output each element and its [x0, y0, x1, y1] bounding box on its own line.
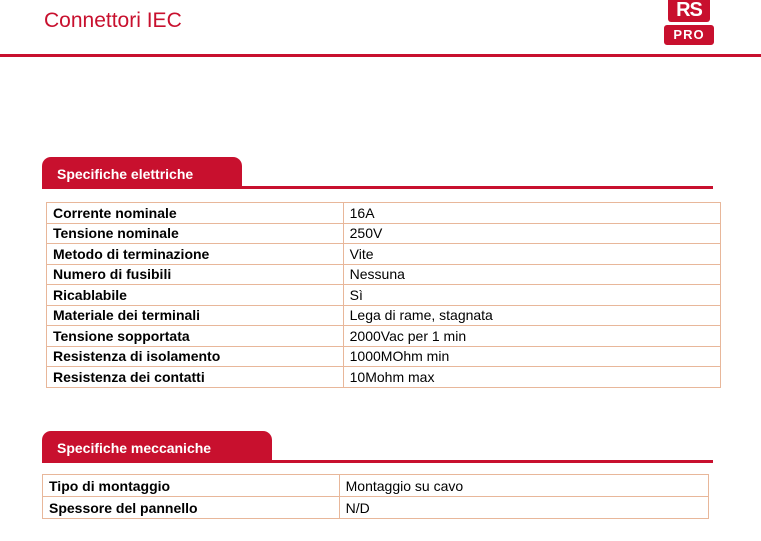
- table-row: [47, 367, 721, 388]
- table-row: [47, 223, 721, 244]
- section-title-mechanical: Specifiche meccaniche: [42, 431, 272, 463]
- table-row: [47, 203, 721, 224]
- spec-value: Vite: [343, 244, 720, 265]
- spec-value: Lega di rame, stagnata: [343, 305, 720, 326]
- spec-label: Spessore del pannello: [43, 497, 340, 519]
- spec-label: Tipo di montaggio: [43, 475, 340, 497]
- spec-label: Tensione sopportata: [47, 326, 344, 347]
- electrical-spec-table: [46, 202, 721, 388]
- spec-value: 2000Vac per 1 min: [343, 326, 720, 347]
- spec-label: Resistenza di isolamento: [47, 346, 344, 367]
- table-row: [47, 326, 721, 347]
- mechanical-spec-table: [42, 474, 709, 519]
- spec-label: Metodo di terminazione: [47, 244, 344, 265]
- spec-label: Tensione nominale: [47, 223, 344, 244]
- spec-label: Corrente nominale: [47, 203, 344, 224]
- table-row: [47, 244, 721, 265]
- section-divider-mechanical: [42, 460, 713, 463]
- spec-value: Sì: [343, 285, 720, 306]
- spec-value: 16A: [343, 203, 720, 224]
- spec-value: 250V: [343, 223, 720, 244]
- spec-value: Montaggio su cavo: [339, 475, 708, 497]
- spec-value: 1000MOhm min: [343, 346, 720, 367]
- table-row: [43, 475, 709, 497]
- spec-value: 10Mohm max: [343, 367, 720, 388]
- spec-label: Numero di fusibili: [47, 264, 344, 285]
- table-row: [47, 285, 721, 306]
- page-title: Connettori IEC: [44, 9, 182, 32]
- section-title-electrical: Specifiche elettriche: [42, 157, 242, 189]
- spec-label: Ricablabile: [47, 285, 344, 306]
- spec-value: Nessuna: [343, 264, 720, 285]
- spec-label: Resistenza dei contatti: [47, 367, 344, 388]
- table-row: [47, 346, 721, 367]
- rs-pro-logo: [664, 0, 714, 46]
- table-row: [47, 305, 721, 326]
- table-row: [47, 264, 721, 285]
- logo-pro-text: PRO: [664, 25, 714, 45]
- logo-rs-text: RS: [668, 0, 710, 22]
- spec-value: N/D: [339, 497, 708, 519]
- header-divider: [0, 54, 761, 57]
- section-divider-electrical: [42, 186, 713, 189]
- spec-label: Materiale dei terminali: [47, 305, 344, 326]
- table-row: [43, 497, 709, 519]
